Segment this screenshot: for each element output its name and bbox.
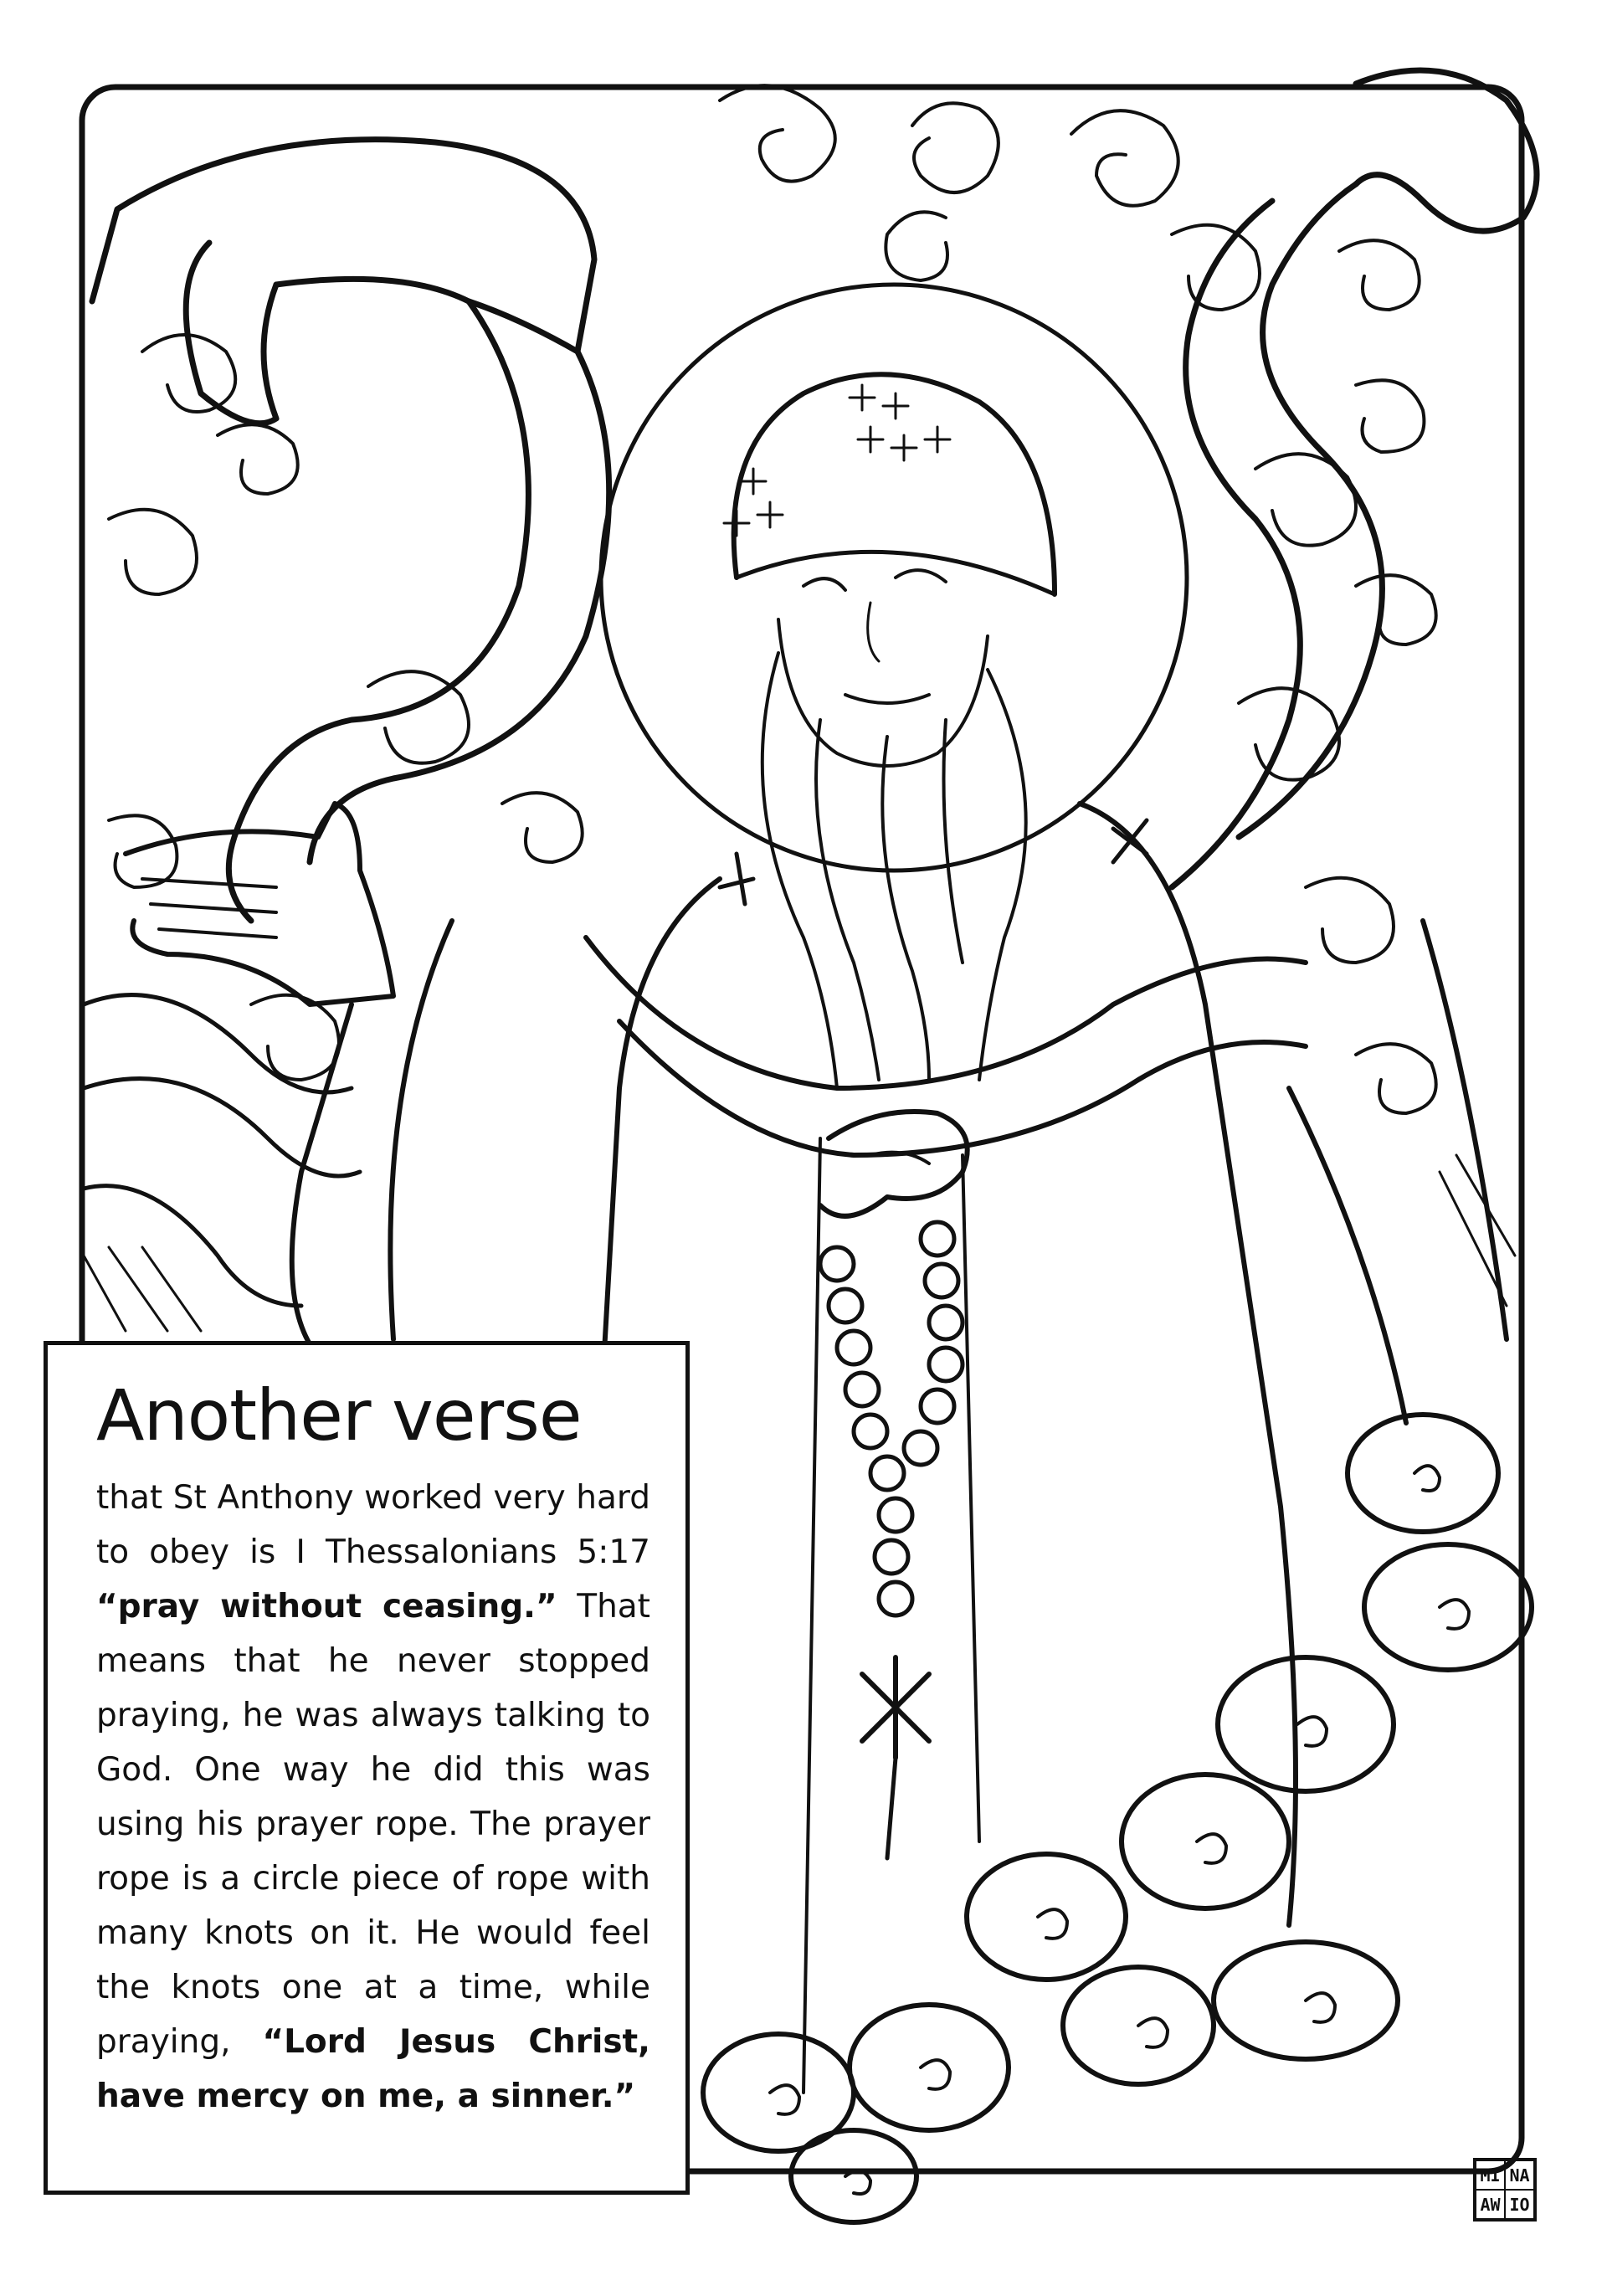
signature-letters-2: NA: [1505, 2160, 1534, 2190]
body-part-2: That means that he never stopped praying, he was always talking to God. One way he did this was using his prayer rope. The prayer rope is a circle piece of rope with many knots on it. He would feel the knots one at a time, while praying,: [96, 1588, 650, 2062]
verse-body: [96, 1471, 650, 2124]
holding-hand: [820, 1112, 968, 1216]
prayer-quote: “Lord Jesus Christ, have mercy on me, a sinner.”: [96, 2023, 650, 2116]
verse-text-panel: [44, 1341, 690, 2195]
raised-hand: [126, 804, 393, 1004]
heading: Another verse: [96, 1374, 582, 1456]
signature-letters-1: MI: [1476, 2160, 1505, 2190]
artist-signature-mark: [1473, 2158, 1537, 2222]
signature-letters-4: IO: [1505, 2190, 1534, 2219]
verse-quote: “pray without ceasing.”: [96, 1588, 557, 1626]
signature-letters-3: AW: [1476, 2190, 1505, 2219]
prayer-rope: [820, 1222, 963, 1858]
ribbon-left: [92, 140, 609, 921]
stole: [586, 820, 1306, 1155]
body-part-1: that St Anthony worked very hard to obey is I Thessalonians 5:17: [96, 1479, 650, 1572]
ribbon-right: [1172, 70, 1537, 887]
bread-loaves: [703, 1415, 1532, 2222]
